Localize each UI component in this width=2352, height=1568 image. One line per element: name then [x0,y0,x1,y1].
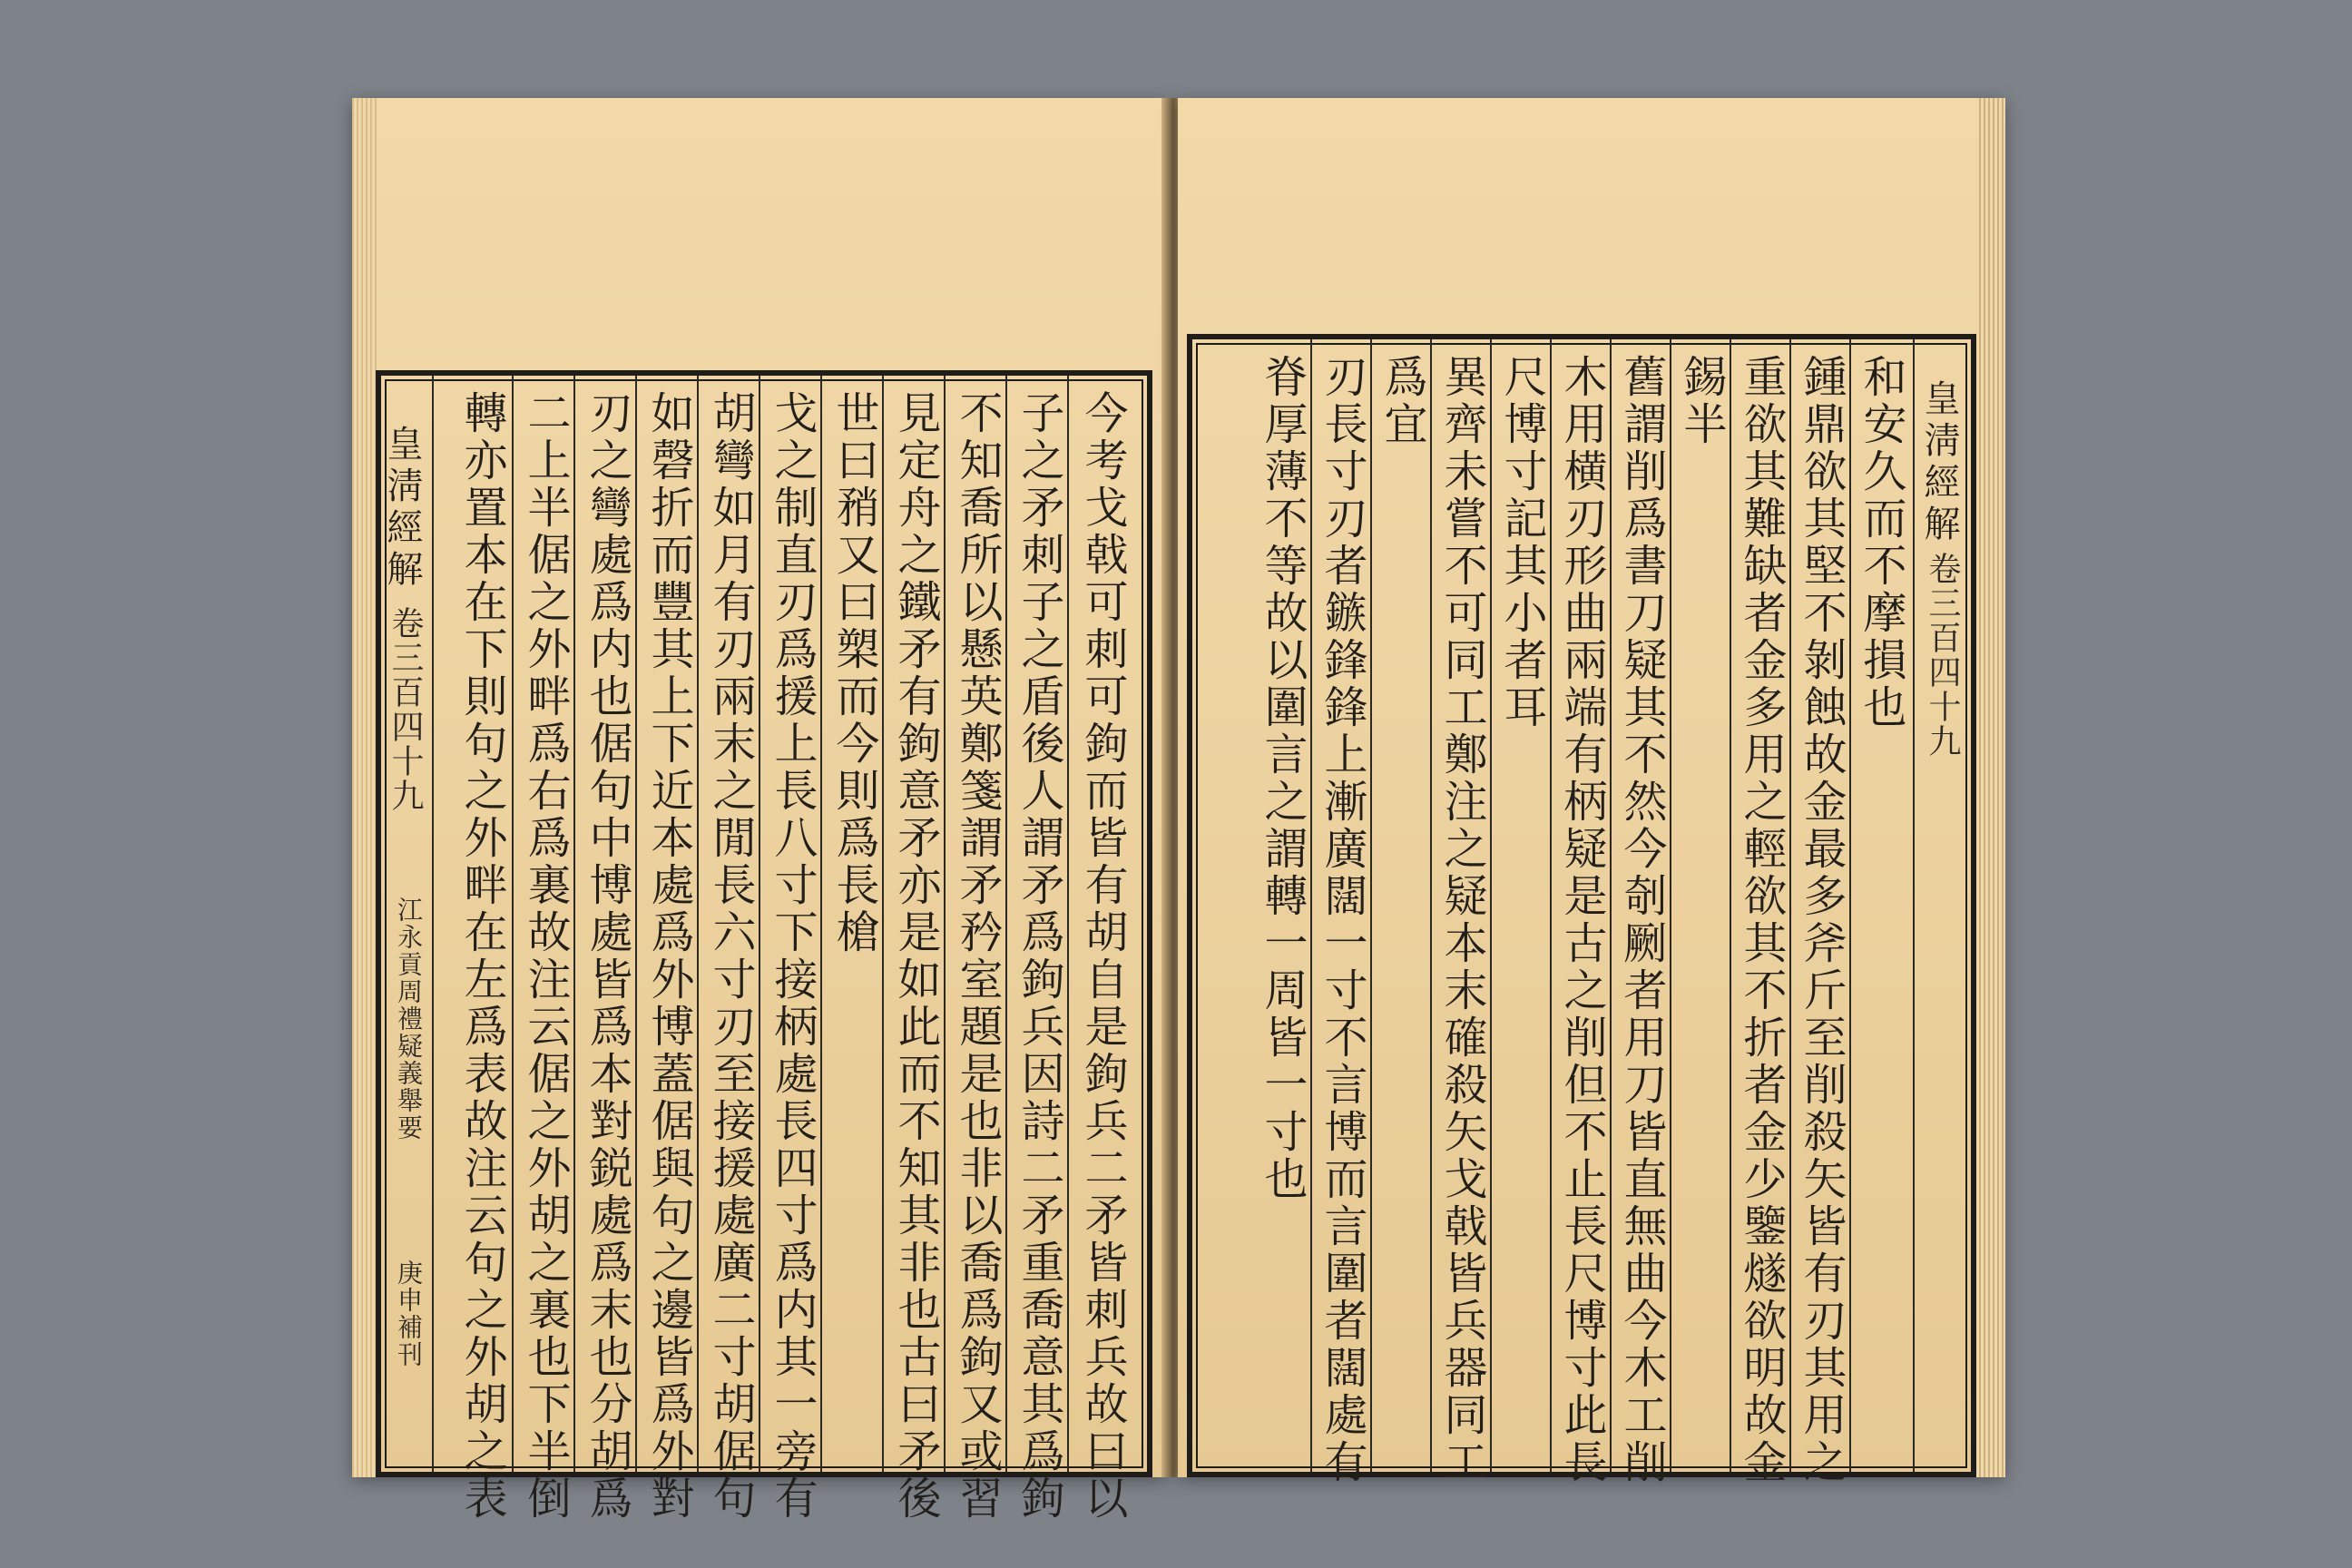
left-text-column-9: 刃之彎處爲内也倨句中博處皆爲本對鋭處爲末也分胡爲 [582,390,632,1523]
left-page [352,98,1167,1523]
left-text-column-11: 轉亦置本在下則句之外畔在左爲表故注云句之外胡之表 [456,390,507,1523]
left-text-column-8: 如磬折而豐其上下近本處爲外博蓋倨與句之邊皆爲外對 [643,390,694,1523]
right-text-column-1: 和安久而不摩損也 [1856,354,1906,731]
right-text-column-3: 重欲其難缺者金多用之輕欲其不折者金少鑒燧欲明故金 [1736,354,1787,1486]
right-margin-title: 皇淸經解 [1918,379,1960,546]
left-text-column-2: 子之矛刺子之盾後人謂矛爲鉤兵因詩二矛重喬意其爲鉤 [1014,390,1064,1523]
left-text-column-4: 見定舟之鐵矛有鉤意矛亦是如此而不知其非也古曰矛後 [890,390,941,1523]
right-text-column-7: 尺博寸記其小者耳 [1496,354,1547,731]
right-text-column-8: 異齊未嘗不可同工鄭注之疑本末確殺矢戈戟皆兵器同工 [1436,354,1487,1486]
right-text-column-11: 脊厚薄不等故以圍言之謂轉一周皆一寸也 [1257,354,1308,1203]
left-margin-volume: 卷三百四十九 [387,606,424,813]
right-text-column-5: 舊謂削爲書刀疑其不然今剞劂者用刀皆直無曲今木工削 [1616,354,1667,1486]
left-text-column-1: 今考戈戟可刺可鉤而皆有胡自是鉤兵二矛皆刺兵故曰以 [1077,390,1128,1523]
right-text-column-2: 鍾鼎欲其堅不剝蝕故金最多斧斤至削殺矢皆有刃其用之 [1796,354,1847,1486]
right-text-column-9: 爲宜 [1377,354,1427,448]
right-page [1178,98,2005,1486]
left-text-column-7: 胡彎如月有刃兩末之閒長六寸刃至接援處廣二寸胡倨句 [705,390,756,1523]
left-text-column-6: 戈之制直刃爲援上長八寸下接柄處長四寸爲内其一旁有 [767,390,818,1523]
open-book [352,98,2005,1523]
right-text-column-10: 刃長寸刃者鏃鋒鋒上漸廣闊一寸不言博而言圍者闊處有 [1317,354,1367,1486]
left-text-column-10: 二上半倨之外畔爲右爲裏故注云倨之外胡之裏也下半倒 [520,390,571,1523]
left-margin-edition: 庚申補刊 [394,1259,424,1368]
right-text-column-6: 木用横刃形曲兩端有柄疑是古之削但不止長尺博寸此長 [1556,354,1607,1486]
left-margin-title: 皇淸經解 [381,425,423,592]
left-margin-author: 江永貢周禮疑義舉要 [394,897,424,1142]
left-text-column-3: 不知喬所以懸英鄭箋謂矛矜室題是也非以喬爲鉤又或習 [952,390,1003,1523]
right-margin-volume: 卷三百四十九 [1924,552,1961,759]
right-text-column-4: 錫半 [1676,354,1727,448]
left-text-column-5: 世曰矟又曰槊而今則爲長槍 [828,390,879,956]
